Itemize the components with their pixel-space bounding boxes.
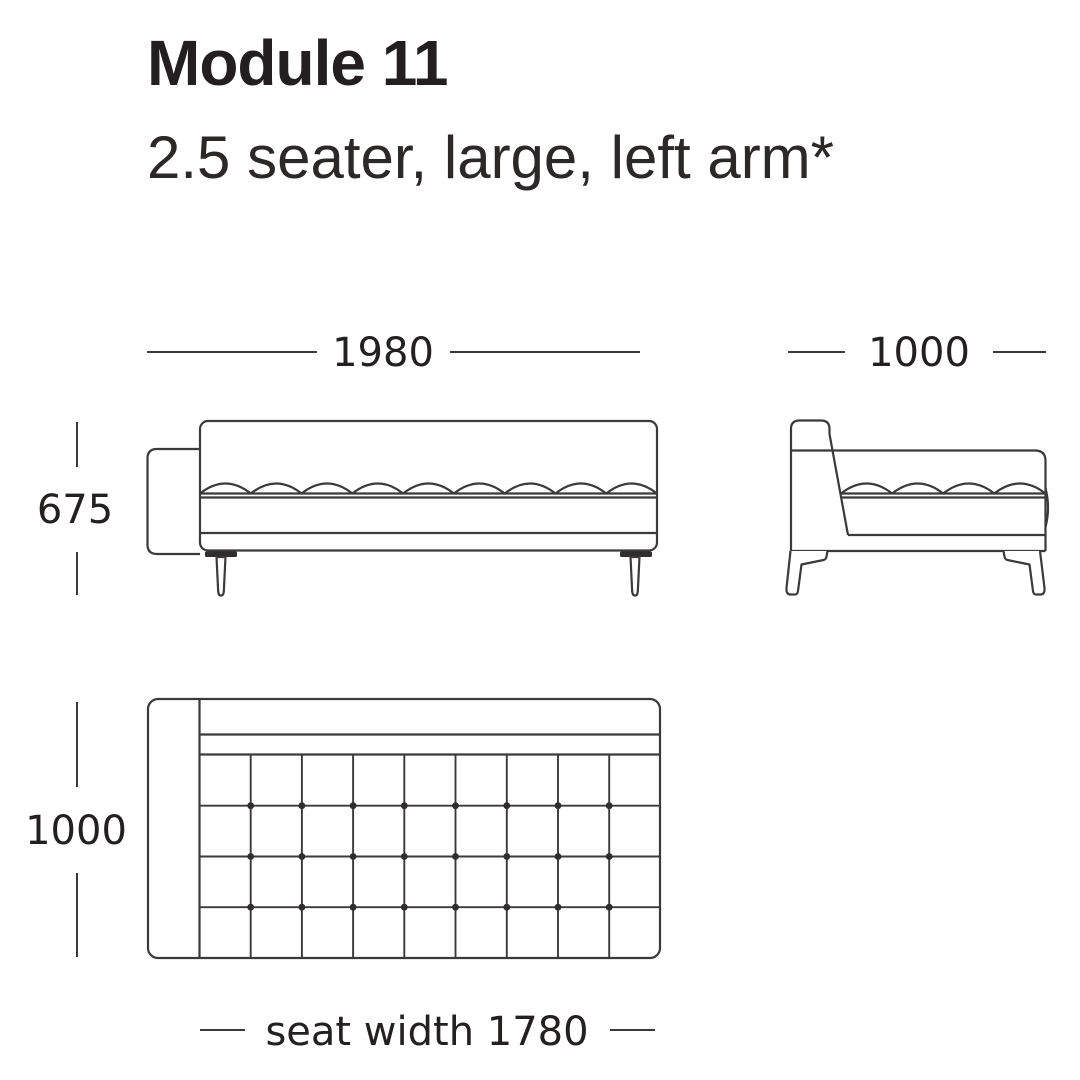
side-elevation-drawing — [786, 421, 1048, 595]
side-backrest — [791, 421, 848, 552]
overall-height-dimension — [37, 422, 113, 595]
front-right-leg — [631, 557, 640, 596]
plan-depth-dimension — [25, 702, 127, 957]
overall-depth-dimension — [788, 330, 1046, 376]
front-left-leg — [217, 557, 226, 596]
side-right-leg — [1004, 551, 1045, 595]
overall-height-value: 675 — [36, 487, 114, 533]
overall-depth-value: 1000 — [868, 330, 970, 376]
seat-width-dimension — [200, 1009, 655, 1055]
front-elevation-drawing — [148, 421, 658, 596]
seat-width-value: seat width 1780 — [265, 1009, 589, 1055]
plan-view-drawing — [148, 699, 660, 958]
page-subtitle: 2.5 seater, large, left arm* — [147, 124, 835, 191]
front-armrest — [148, 449, 201, 554]
overall-width-dimension — [147, 330, 640, 376]
side-cushion-scallops — [841, 484, 1045, 494]
front-body — [200, 421, 657, 551]
plan-depth-value: 1000 — [25, 808, 127, 854]
overall-width-value: 1980 — [332, 330, 434, 376]
side-left-leg — [786, 551, 827, 595]
page-title: Module 11 — [147, 27, 448, 99]
